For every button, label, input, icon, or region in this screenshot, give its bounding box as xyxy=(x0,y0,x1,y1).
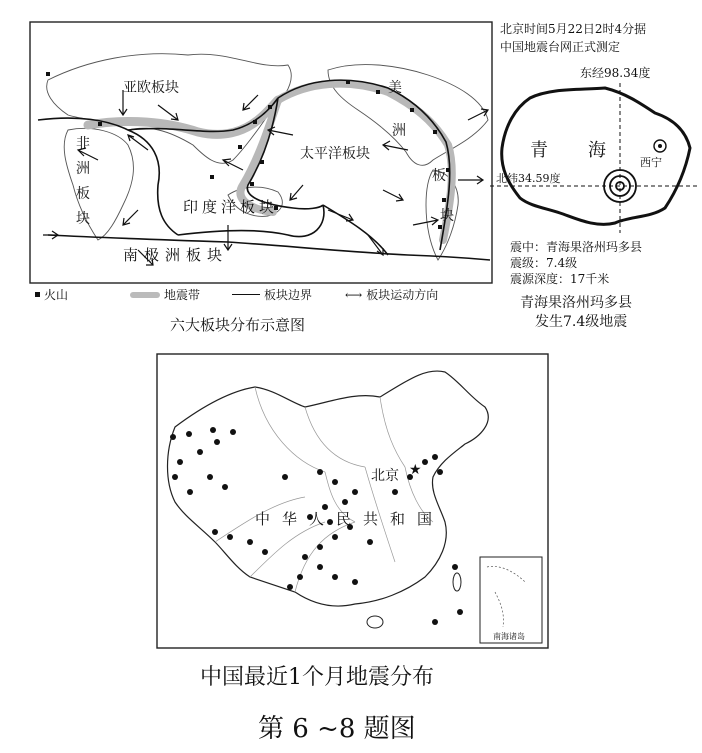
legend-plate-motion-label: 板块运动方向 xyxy=(366,288,439,302)
quake-dot xyxy=(332,534,338,540)
quake-dot xyxy=(352,579,358,585)
country-name-char: 和 xyxy=(390,510,406,528)
quake-dot xyxy=(172,474,178,480)
quake-dot xyxy=(352,489,358,495)
quake-dot xyxy=(186,431,192,437)
volcano-mark xyxy=(376,90,380,94)
label-africa-3: 板 xyxy=(76,186,90,202)
quake-dot xyxy=(317,544,323,550)
qinghai-caption-line2: 发生7.4级地震 xyxy=(535,314,628,330)
label-africa-4: 块 xyxy=(76,211,90,227)
south-china-sea-inset xyxy=(480,557,542,643)
epicenter-text: 震中：青海果洛州玛多县 xyxy=(510,240,643,254)
legend-plate-boundary xyxy=(232,286,312,303)
quake-dot xyxy=(432,454,438,460)
xining-marker-dot xyxy=(658,144,662,148)
quake-dot xyxy=(207,474,213,480)
qinghai-caption-line1: 青海果洛州玛多县 xyxy=(520,295,632,311)
volcano-mark xyxy=(346,80,350,84)
quake-dot xyxy=(342,499,348,505)
latitude-label: 北纬34.59度 xyxy=(496,172,561,185)
volcano-icon xyxy=(35,292,40,297)
legend-seismic-belt xyxy=(130,286,200,303)
quake-dot xyxy=(210,427,216,433)
country-name-char: 中 xyxy=(255,510,271,528)
label-eurasia-plate: 亚欧板块 xyxy=(123,80,179,96)
volcano-mark xyxy=(442,198,446,202)
beijing-label: 北京 xyxy=(371,468,399,484)
depth-text: 震源深度：17千米 xyxy=(510,272,610,286)
quake-dot xyxy=(282,474,288,480)
label-america-3: 板 xyxy=(432,168,446,184)
quake-dot xyxy=(227,534,233,540)
quake-dot xyxy=(432,619,438,625)
country-name-char: 国 xyxy=(417,510,433,528)
quake-dot xyxy=(452,564,458,570)
label-america-4: 块 xyxy=(440,208,454,224)
quake-dot xyxy=(197,449,203,455)
volcano-mark xyxy=(46,72,50,76)
label-indian-plate: 印度洋板块 xyxy=(183,198,279,216)
quake-dot xyxy=(222,484,228,490)
boundary-line-icon xyxy=(232,294,260,295)
quake-dot xyxy=(437,469,443,475)
volcano-mark xyxy=(253,120,257,124)
volcano-mark xyxy=(446,168,450,172)
plates-map xyxy=(28,20,494,285)
province-char-1: 青 xyxy=(530,140,548,161)
quake-dot xyxy=(317,469,323,475)
volcano-mark xyxy=(260,160,264,164)
seismic-belt-icon xyxy=(130,292,160,298)
longitude-label: 东经98.34度 xyxy=(580,66,651,80)
quake-dot xyxy=(287,584,293,590)
country-name-char: 民 xyxy=(336,510,352,528)
quake-dot xyxy=(177,459,183,465)
volcano-mark xyxy=(238,145,242,149)
quake-dot xyxy=(297,574,303,580)
quake-dot xyxy=(457,609,463,615)
plates-map-caption: 六大板块分布示意图 xyxy=(170,316,306,334)
arrow-icon: ⟷ xyxy=(345,287,363,302)
volcano-mark xyxy=(268,105,272,109)
figure-title: 第 6 ~8 题图 xyxy=(258,714,416,744)
quake-dot xyxy=(247,539,253,545)
volcano-mark xyxy=(250,182,254,186)
volcano-mark xyxy=(210,175,214,179)
qinghai-info-line2: 中国地震台网正式测定 xyxy=(500,40,621,54)
volcano-mark xyxy=(438,225,442,229)
beijing-star: ★ xyxy=(409,462,422,478)
xining-label: 西宁 xyxy=(640,156,662,169)
quake-dot xyxy=(367,539,373,545)
label-america-1: 美 xyxy=(388,80,402,96)
legend-seismic-belt-label: 地震带 xyxy=(164,288,201,302)
label-antarctic-plate: 南极洲板块 xyxy=(123,246,229,264)
country-name-char: 人 xyxy=(309,510,325,528)
legend-volcano xyxy=(35,286,68,303)
quake-dot xyxy=(230,429,236,435)
label-america-2: 洲 xyxy=(392,123,406,139)
qinghai-map xyxy=(490,78,700,238)
quake-dot xyxy=(392,489,398,495)
quake-dot xyxy=(422,459,428,465)
quake-dot xyxy=(327,519,333,525)
magnitude-text: 震级：7.4级 xyxy=(510,256,578,270)
volcano-mark xyxy=(98,122,102,126)
china-map-caption: 中国最近1个月地震分布 xyxy=(200,665,434,690)
quake-dot xyxy=(212,529,218,535)
legend-volcano-label: 火山 xyxy=(44,288,69,302)
country-name-char: 共 xyxy=(363,510,379,528)
quake-dot xyxy=(214,439,220,445)
quake-dot xyxy=(302,554,308,560)
quake-dot xyxy=(262,549,268,555)
label-africa-1: 非 xyxy=(76,136,90,152)
legend-plate-motion xyxy=(345,286,438,303)
province-char-2: 海 xyxy=(588,140,606,161)
country-name-char: 华 xyxy=(282,510,298,528)
volcano-mark xyxy=(410,108,414,112)
legend-plate-boundary-label: 板块边界 xyxy=(264,288,313,302)
inset-label: 南海诸岛 xyxy=(493,632,525,641)
china-quake-map xyxy=(155,352,550,652)
qinghai-info-line1: 北京时间5月22日2时4分据 xyxy=(500,22,647,36)
quake-dot xyxy=(332,479,338,485)
volcano-mark xyxy=(433,130,437,134)
quake-dot xyxy=(317,564,323,570)
label-pacific-plate: 太平洋板块 xyxy=(300,146,370,162)
quake-dot xyxy=(332,574,338,580)
label-africa-2: 洲 xyxy=(76,161,90,177)
quake-dot xyxy=(187,489,193,495)
quake-dot xyxy=(170,434,176,440)
